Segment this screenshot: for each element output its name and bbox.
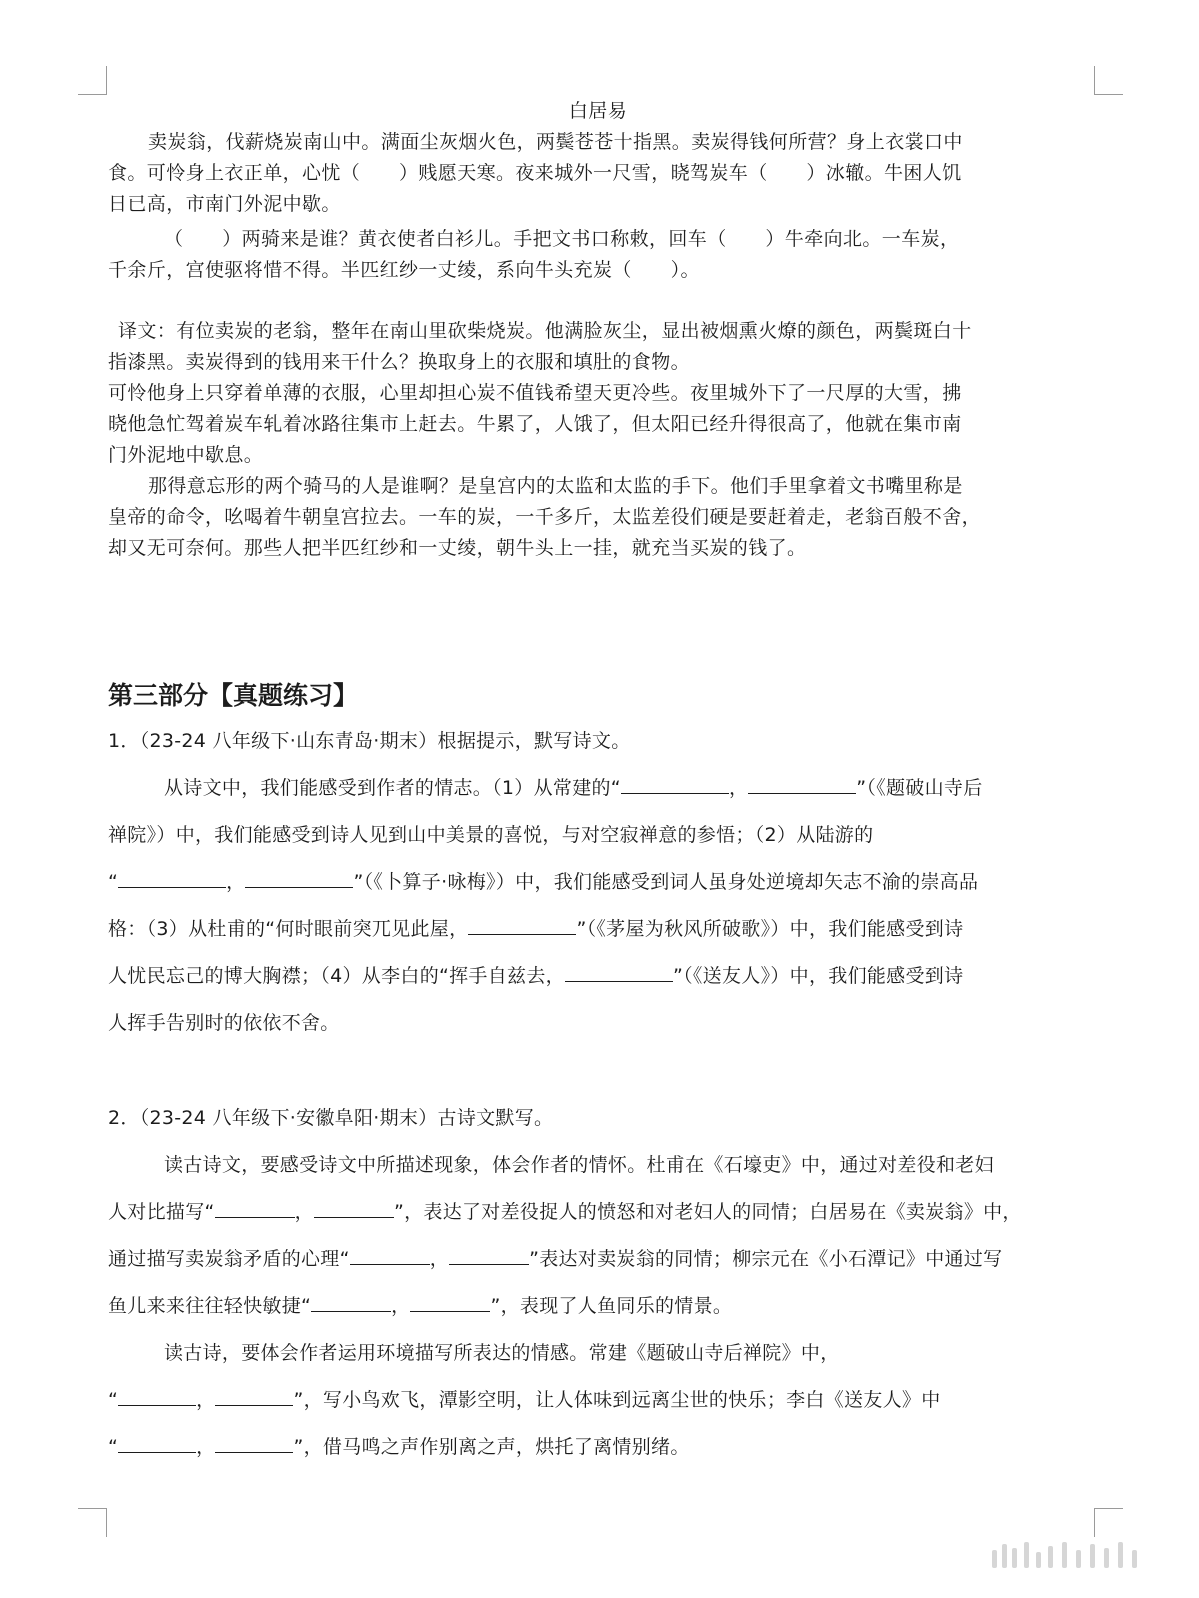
poem-line: 卖炭翁，伐薪烧炭南山中。满面尘灰烟火色，两鬓苍苍十指黑。卖炭得钱何所营？身上衣裳口中 <box>148 131 963 153</box>
translation-line: 晓他急忙驾着炭车轧着冰路往集市上赶去。牛累了，人饿了，但太阳已经升得很高了，他就在集市南 <box>108 413 962 435</box>
question-line: 格：（3）从杜甫的“何时眼前突兀见此屋， ”（《茅屋为秋风所破歌》）中，我们能感受到诗 <box>108 918 964 940</box>
poem-line: 日已高，市南门外泥中歇。 <box>108 193 341 215</box>
poem-author: 白居易 <box>568 100 628 122</box>
question-line: 从诗文中，我们能感受到作者的情志。（1）从常建的“ ， ”（《题破山寺后 <box>164 777 983 799</box>
crop-mark-top-right <box>1094 66 1123 95</box>
question-line: “ ， ”（《卜算子·咏梅》）中，我们能感受到词人虽身处逆境却矢志不渝的崇高品 <box>108 871 979 893</box>
poem-line: 食。可怜身上衣正单，心忧（ ）贱愿天寒。夜来城外一尺雪，晓驾炭车（ ）冰辙。牛困人饥 <box>108 162 962 184</box>
answer-blank[interactable] <box>410 1293 490 1312</box>
answer-blank[interactable] <box>468 916 576 935</box>
answer-blank[interactable] <box>350 1246 430 1265</box>
answer-blank[interactable] <box>449 1246 529 1265</box>
answer-blank[interactable] <box>314 1199 394 1218</box>
question-line: “ ， ”，借马鸣之声作别离之声，烘托了离情别绪。 <box>108 1436 690 1458</box>
answer-blank[interactable] <box>118 1434 196 1453</box>
watermark-logo <box>988 1540 1148 1574</box>
answer-blank[interactable] <box>311 1293 391 1312</box>
poem-line: 千余斤，宫使驱将惜不得。半匹红纱一丈绫，系向牛头充炭（ ）。 <box>108 259 700 281</box>
translation-line: 指漆黑。卖炭得到的钱用来干什么？换取身上的衣服和填肚的食物。 <box>108 351 691 373</box>
translation-line: 可怜他身上只穿着单薄的衣服，心里却担心炭不值钱希望天更冷些。夜里城外下了一尺厚的大雪，拂 <box>108 382 962 404</box>
answer-blank[interactable] <box>215 1434 293 1453</box>
question-line: 人挥手告别时的依依不舍。 <box>108 1012 340 1034</box>
question-line: 读古诗，要体会作者运用环境描写所表达的情感。常建《题破山寺后禅院》中， <box>164 1342 840 1364</box>
translation-line: 那得意忘形的两个骑马的人是谁啊？是皇宫内的太监和太监的手下。他们手里拿着文书嘴里称是 <box>148 475 963 497</box>
answer-blank[interactable] <box>621 775 729 794</box>
translation-line: 门外泥地中歇息。 <box>108 444 264 466</box>
question-1 <box>108 718 1088 1047</box>
question-title: 2．（23-24 八年级下·安徽阜阳·期末）古诗文默写。 <box>108 1107 554 1129</box>
crop-mark-bottom-left <box>78 1508 107 1537</box>
crop-mark-bottom-right <box>1094 1508 1123 1537</box>
answer-blank[interactable] <box>118 1387 196 1406</box>
question-line: 禅院》）中，我们能感受到诗人见到山中美景的喜悦，与对空寂禅意的参悟；（2）从陆游的 <box>108 824 874 846</box>
question-2 <box>108 1095 1088 1471</box>
question-line: 通过描写卖炭翁矛盾的心理“ ， ”表达对卖炭翁的同情；柳宗元在《小石潭记》中通过写 <box>108 1248 1003 1270</box>
poem-block <box>108 96 1088 286</box>
answer-blank[interactable] <box>215 1199 295 1218</box>
answer-blank[interactable] <box>245 869 353 888</box>
poem-line: （ ）两骑来是谁？黄衣使者白衫儿。手把文书口称敕，回车（ ）牛牵向北。一车炭， <box>164 228 960 250</box>
section-heading: 第三部分【真题练习】 <box>108 681 359 710</box>
answer-blank[interactable] <box>748 775 856 794</box>
question-line: 读古诗文，要感受诗文中所描述现象，体会作者的情怀。杜甫在《石壕吏》中，通过对差役和老妇 <box>164 1154 994 1176</box>
question-title: 1．（23-24 八年级下·山东青岛·期末）根据提示，默写诗文。 <box>108 730 631 752</box>
translation-line: 译文：有位卖炭的老翁，整年在南山里砍柴烧炭。他满脸灰尘，显出被烟熏火燎的颜色，两鬓斑白十 <box>118 320 972 342</box>
translation-block <box>108 316 1088 564</box>
question-line: 鱼儿来来往往轻快敏捷“ ， ”，表现了人鱼同乐的情景。 <box>108 1295 733 1317</box>
question-line: 人对比描写“ ， ”，表达了对差役捉人的愤怒和对老妇人的同情；白居易在《卖炭翁》中， <box>108 1201 1022 1223</box>
answer-blank[interactable] <box>215 1387 293 1406</box>
question-line: “ ， ”，写小鸟欢飞，潭影空明，让人体味到远离尘世的快乐；李白《送友人》中 <box>108 1389 941 1411</box>
answer-blank[interactable] <box>118 869 226 888</box>
translation-line: 皇帝的命令，吆喝着牛朝皇宫拉去。一车的炭，一千多斤，太监差役们硬是要赶着走，老翁百般不舍， <box>108 506 982 528</box>
answer-blank[interactable] <box>565 963 673 982</box>
translation-line: 却又无可奈何。那些人把半匹红纱和一丈绫，朝牛头上一挂，就充当买炭的钱了。 <box>108 537 807 559</box>
crop-mark-top-left <box>78 66 107 95</box>
question-line: 人忧民忘己的博大胸襟；（4）从李白的“挥手自兹去， ”（《送友人》）中，我们能感受到诗 <box>108 965 964 987</box>
page-content <box>108 96 1088 1471</box>
